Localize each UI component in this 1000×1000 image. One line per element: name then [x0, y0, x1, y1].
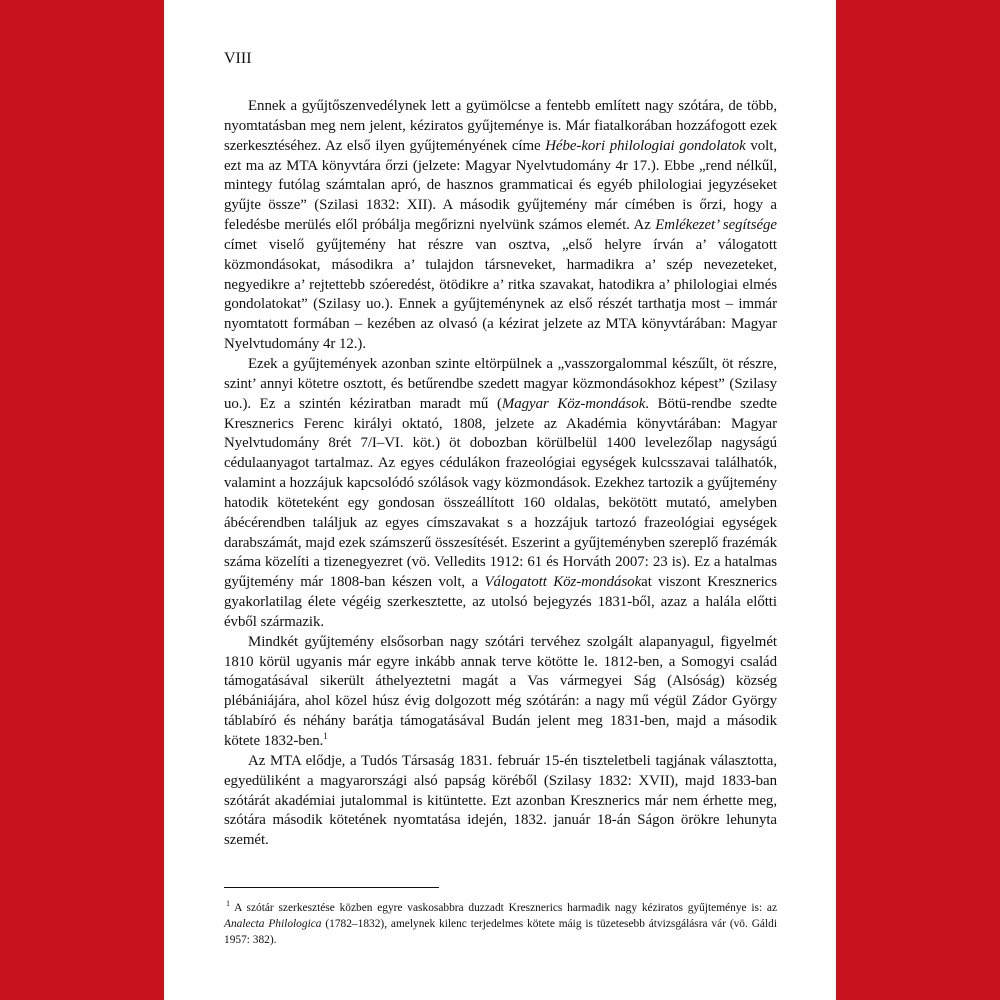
paragraph-3: [224, 633, 777, 752]
text-run: . Bötü-rendbe szedte Kresznerics Ferenc királyi oktató, 1808, jelzete az Akadémia könyvtárában: Magyar Nyelvtudomány 8rét 7/I–VI. köt.) öt dobozban körülbelül 1400 levelezőlap nagyságú cédulaanyagot tartalmaz. Az egyes cédulákon frazeológiai egységek kulcsszavai találhatók, valamint a hozzájuk kapcsolódó szólások vagy közmondások. Ezekhez tartozik a gyűjtemény hatodik köteteként egy gondosan összeállított 160 oldalas, bekötött mutató, amelyben ábécérendben találjuk az egyes címszavakat s a hozzájuk tartozó frazeológiai egységek darabszámát, majd ezek számszerű összesítését. Eszerint a gyűjteményben szereplő frazémák száma közelíti a tizenegyezret (vö. Velledits 1912: 61 és Horváth 2007: 23 is). Ez a hatalmas gyűjtemény már 1808-ban készen volt, a: [224, 395, 777, 591]
book-title: Magyar Köz-mondások: [501, 395, 646, 412]
text-run: Ennek a gyűjtőszenvedélynek lett a gyümölcse a fentebb említett nagy szótára, de több, nyomtatásban meg nem jelent, kéziratos gyűjteménye is. Már fiatalkorában hozzáfogott ezek szerkesztéséhez. Az első ilyen gyűjteményének címe: [224, 98, 777, 154]
book-title: Hébe-kori philologiai gondolatok: [545, 137, 746, 154]
footnote-divider: [224, 887, 439, 888]
text-run: A szótár szerkesztése közben egyre vaskosabbra duzzadt Kresznerics harmadik nagy kéziratos gyűjteménye is: az: [230, 902, 777, 914]
body-text: [224, 97, 777, 851]
paragraph-2: [224, 355, 777, 633]
text-run: (1782–1832), amelynek kilenc terjedelmes kötete máig is tüzetesebb átvizsgálásra vár (vö. Gáldi 1957: 382).: [224, 918, 778, 946]
footnote-number: 1: [226, 899, 230, 909]
footnote: [224, 900, 777, 948]
book-title: Emlékezet’ segítsége: [655, 217, 777, 234]
paragraph-4: [224, 752, 777, 851]
page-number: VIII: [224, 50, 252, 67]
text-run: at viszont Kresznerics gyakorlatilag élete végéig szerkesztette, az utolsó bejegyzés 1831-ből, azaz a halála előtti évből származik.: [224, 574, 777, 630]
book-page: [164, 0, 836, 1000]
footnote-reference[interactable]: 1: [323, 731, 328, 742]
text-run: címet viselő gyűjtemény hat részre van osztva, „első helyre írván a’ válogatott közmondásokat, másodikra a’ tulajdon társneveket, harmadikra a’ szép nevezeteket, negyedikre a’ rejtettebb szóeredést, ötödikre a’ ritka szavakat, hatodikra a’ philologiai elmés gondolatokat” (Szilasy uo.). Ennek a gyűjteménynek az első részét tarthatja most – immár nyomtatott formában – kezében az olvasó (a kézirat jelzete az MTA könyvtárában: Magyar Nyelvtudomány 4r 12.).: [224, 236, 777, 353]
text-run: Mindkét gyűjtemény elsősorban nagy szótári tervéhez szolgált alapanyagul, figyelmét 1810 körül ugyanis már egyre inkább annak terve kötötte le. 1812-ben, a Somogyi család támogatásával sikerült áthelyeztetni magát a Vas vármegyei Ság (Alsóság) község plébániájára, ahol közel húsz évig dolgozott még szótárán: a nagy mű végül Zádor György táblabíró és néhány barátja támogatásával Budán jelent meg 1831-ben, majd a második kötete 1832-ben.: [224, 633, 777, 749]
book-title: Analecta Philologica: [224, 918, 322, 930]
text-run: Az MTA elődje, a Tudós Társaság 1831. február 15-én tiszteletbeli tagjának választotta, egyedüliként a magyarországi alsó papság köréből (Szilasy 1832: XVII), majd 1833-ban szótárát akadémiai jutalommal is kitüntette. Ezt azonban Kresznerics már nem érhette meg, szótára második kötetének nyomtatása idején, 1832. január 18-án Ságon örökre lehunyta szemét.: [224, 752, 777, 849]
book-title: Válogatott Köz-mondások: [484, 574, 642, 591]
paragraph-1: [224, 97, 777, 355]
text-run: volt, ezt ma az MTA könyvtára őrzi (jelzete: Magyar Nyelvtudomány 4r 17.). Ebbe „rend nélkűl, mintegy futólag számtalan apró, de hasznos grammaticai és egyéb philologiai jegyzéseket gyűjte össze” (Szilasi 1832: XII). A második gyűjtemény már címében is őrzi, hogy a feledésbe merülés elől próbálja megőrizni nyelvünk számos elemét. Az: [224, 137, 777, 234]
text-run: Ezek a gyűjtemények azonban szinte eltörpülnek a „vasszorgalommal készűlt, öt részre, szint’ annyi kötetre osztott, és betűrendbe szedett magyar közmondásokhoz képest” (Szilasy uo.). Ez a szintén kéziratban maradt mű (: [224, 355, 777, 412]
